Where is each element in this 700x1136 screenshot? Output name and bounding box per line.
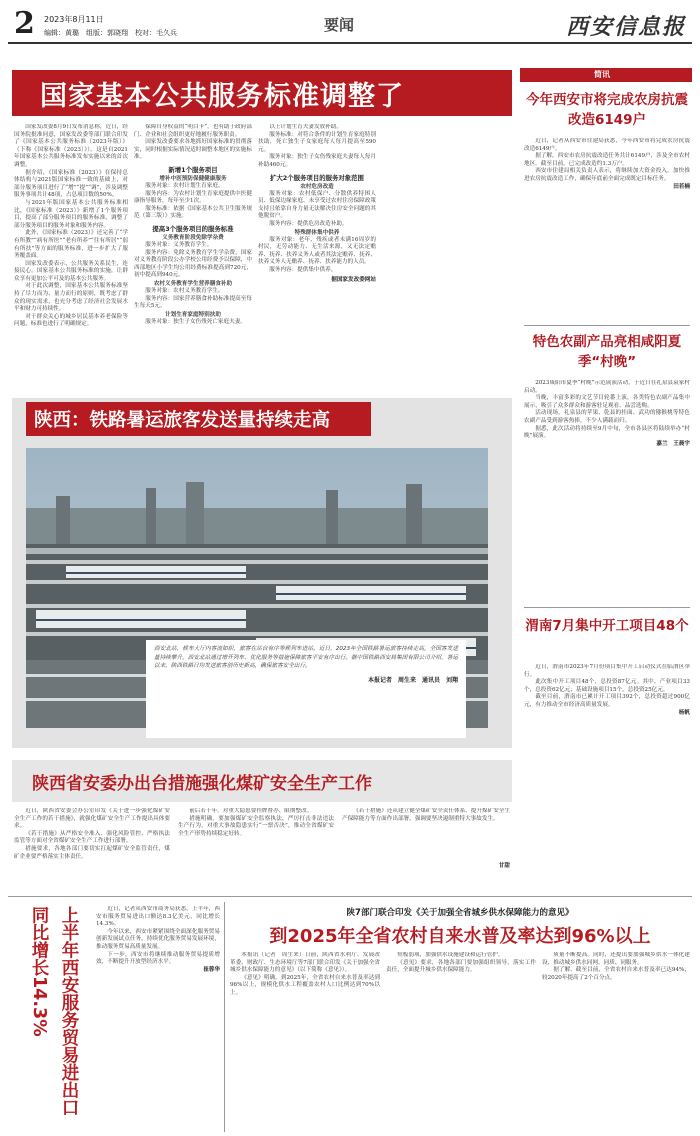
lead-minor-subhead: 计划生育家庭特别扶助	[165, 311, 221, 318]
brief-2-title: 特色农副产品亮相咸阳夏季“村晚”	[532, 334, 682, 370]
water-headline: 到2025年全省农村自来水普及率达到96%以上	[269, 926, 651, 947]
lead-minor-subhead: 义务教育阶段免除学杂费	[162, 234, 224, 241]
water-col-3: 质量不断提高。同时，还提出要加强城乡供水一体化建设，推动城乡供水同网、同质、同服务。 据了解，截至目前，全省农村自来水普及率已达94%，较2020年提高了2个百分点。	[542, 952, 690, 981]
lead-minor-subhead: 农村义务教育学生营养膳食补助	[153, 280, 233, 287]
section-name: 要闻	[324, 16, 355, 34]
photo-title: 陕西：铁路暑运旅客发送量持续走高	[34, 410, 331, 431]
water-col-2: 短板弱项，加强供水设施建设和运行管护。 《意见》要求，各地各部门要加强组织领导，落实工作责任，全面提升城乡供水保障能力。	[386, 952, 536, 974]
lead-headline: 国家基本公共服务标准调整了	[40, 80, 404, 112]
coal-headline-box	[12, 760, 512, 802]
page-number: 2	[14, 8, 35, 41]
brief-label-bar	[520, 68, 692, 82]
caption-box	[146, 640, 466, 738]
lead-col-1: 国家发改委8月9日发布消息称，近日，经国务院批准同意，国家发改委等部门联合印发了《国家基本公共服务标准（2023年版）》（下称《国家标准（2023）》）。这是自2021年国家基本公共服务标准发布实施以来的首次调整。 据介绍，《国家标准（2023）》在保持总体结构与2021版国家标准一致的基础上，对部分服务项目进行了“增”“提”“调”，涉及调整服务事项共计48项，占总项目数的50%。 与2021年版国家基本公共服务标准相比，《国家标准（2023）》新增了1个服务项目，提高了部分服务项目的服务标准，调整了部分服务项目的服务对象和服务内容。 此外，《国家标准（2023）》还完善了“学有所教”“病有所医”“老有所养”“住有所居”“弱有所扶”等方面的服务标准，进一步扩大了服务覆盖面。 国家发改委表示，公共服务关系民生，连接民心。国家基本公共服务标准的实施，让群众享有更加公平可及的基本公共服务。 对于此次调整，国家基本公共服务标准坚持了尽力而为、量力而行的原则，既考虑了群众的现实需求，也充分考虑了经济社会发展水平和财力可持续性。 对于群众关心的城乡居民基本养老保险等问题，标准也进行了明确规定。	[14, 124, 128, 328]
trade-divider	[224, 902, 225, 1132]
trade-body: 近日，记者从西安市商务局获悉，上半年，西安市服务贸易进出口额达8.3亿美元，同比增长14.3%。 今年以来，西安市紧紧围绕全面深化服务贸易创新发展试点任务，持续优化服务贸易发展环境，推动服务贸易高质量发展。 下一步，西安市将继续推动服务贸易提质增效，不断提升开放型经济水平。 崔蓉华	[96, 906, 220, 973]
coal-col-2: 前后若干年，对重大隐患要挂牌督办、限期整改。 措施明确，要加强煤矿安全监察执法，严厉打击非法违法生产行为，对重大事故隐患实行“一票否决”，推动全省煤矿安全生产形势持续稳定好转。	[178, 808, 334, 837]
lead-subhead: 扩大2个服务项目的服务对象范围	[270, 173, 364, 182]
brief-1-body: 近日，记者从西安市住建局获悉，今年西安市将完成农房抗震改造6149户。 据了解，西安市农房抗震改造任务共计6149户，涉及全市农村地区。截至目前，已完成改造约1.3万户。 西安市住建局相关负责人表示，将继续加大资金投入，加快推进农房抗震改造工作，确保年底前全面完成既定目标任务。 田若楠	[524, 138, 690, 190]
water-kicker: 陕7部门联合印发《关于加强全省城乡供水保障能力的意见》	[346, 908, 574, 918]
photo-title-banner	[26, 402, 371, 436]
brief-2-byline: 嘉兰 王晨宇	[656, 440, 690, 447]
brief-3-body: 近日，渭南市2023年7月份项目集中开工启动仪式在临渭区举行。 此次集中开工项目48个，总投资87亿元。其中，产业项目33个，总投资62亿元；基础设施项目15个，总投资25亿元。 截至目前，渭南市已累计开工项目392个，总投资超过900亿元，有力推动全市经济高质量发展。 杨帆	[524, 664, 690, 716]
photo-caption: 西安北站，候车大厅内客流如织，旅客在站台有序等候列车进站。近日，2023年全国铁路暑运旅客持续走高，全国客发送量持续攀升，西安北站通过增开列车、优化服务等措施保障旅客平安有序出行。据中国铁路西安局集团有限公司介绍，暑运以来，陕西铁路日均发送旅客创历史新高，确保旅客安全出行。	[154, 646, 458, 669]
photo-credit: 本报记者 周生来 通讯员 刘翔	[367, 676, 458, 684]
brief-2-body: 2023咸阳市夏季“村晚”示范展演活动，于近日在礼泉县袁家村启动。 当晚，丰富多彩的文艺节目轮番上演，各类特色农副产品集中展示，吸引了众多群众和游客驻足观看、品尝选购。 活动现场，礼泉县的苹果、乾县的挂面、武功的猕猴桃等特色农副产品受到游客热捧，不少人满载而归。 据悉，此次活动将持续至9月中旬，全市各县区将陆续举办“村晚”展演。 嘉兰 王晨宇	[524, 380, 690, 447]
lead-minor-subhead: 农村危房改造	[300, 183, 334, 190]
coal-headline: 陕西省安委办出台措施强化煤矿安全生产工作	[32, 773, 372, 794]
trade-byline: 崔蓉华	[203, 966, 220, 973]
lead-headline-banner	[12, 70, 512, 116]
paper-name: 西安信息报	[565, 14, 686, 40]
coal-col-3: 《若干措施》还从建立健全煤矿安全责任体系、提升煤矿安全生产保障能力等方面作出部署，强调要坚决遏制重特大事故发生。 甘甜	[342, 808, 510, 870]
lead-col-2: 保障自身权益的“明白卡”，也有助于政府部门、企业和社会组织更好地履行服务职责。 国家发改委要求各地抓好国家标准的贯彻落实，同时根据实际情况适时调整本地区的实施标准。 新增1个服务项目 增补中医预防保健健康服务 服务对象：农村计划生育家庭。 服务内容：为农村计划生育家庭提供中医健康指导服务，每年至少1次。 服务标准：依据《国家基本公共卫生服务规范（第三版）》实施。 提高3个服务项目的服务标准 义务教育阶段免除学杂费 服务对象：义务教育学生。 服务内容：免除义务教育学生学杂费，国家对义务教育阶段公办学校公用经费予以保障，中西部地区小学生均公用经费标准提高到720元，初中提高到940元。 农村义务教育学生营养膳食补助 服务对象：农村义务教育学生。 服务内容：国家营养膳食补助标准提高至每生每天5元。 计划生育家庭特别扶助 服务对象：独生子女伤残死亡家庭夫妻。	[134, 124, 252, 325]
water-col-1: 本报讯（记者 周生来）日前，陕西省水利厅、发展改革委、财政厅、生态环境厅等7部门联合印发《关于加强全省城乡供水保障能力的意见》（以下简称《意见》）。 《意见》明确，到2025年，全省农村自来水普及率达到96%以上，规模化供水工程覆盖农村人口比例达到70%以上。	[230, 952, 380, 996]
coal-col-1: 近日，陕西省安委会办公室印发《关于进一步强化煤矿安全生产工作的若干措施》，就强化煤矿安全生产工作提出具体要求。 《若干措施》从严格安全准入、强化风险管控、严格执法监管等方面对全省煤矿安全生产工作进行部署。 措施要求，各地各部门要切实扛起煤矿安全监管责任，煤矿企业要严格落实主体责任。	[14, 808, 170, 860]
brief-1-title: 今年西安市将完成农房抗震改造6149户	[526, 92, 688, 128]
masthead	[8, 8, 692, 42]
lead-subhead: 提高3个服务项目的服务标准	[152, 224, 234, 233]
brief-divider	[524, 607, 690, 608]
brief-1-byline: 田若楠	[673, 183, 690, 190]
brief-3-byline: 杨帆	[678, 709, 690, 716]
lead-col-3: 以上计划生育夫妻发放补助。 服务标准：对符合条件的计划生育家庭特别扶助，死亡独生子女家庭每人每月提高至590元。 服务对象：独生子女伤残家庭夫妻每人每月补助460元。 扩大2个服务项目的服务对象范围 农村危房改造 服务对象：农村低保户、分散供养特困人员、低保边缘家庭、未享受过农村住房保障政策支持且依靠自身力量无法解决住房安全问题的其他脱贫户。 服务内容：提供危房改造补助。 特殊群体集中供养 服务对象：老年、残疾或者未满16周岁的村民，无劳动能力、无生活来源，又无法定赡养、抚养、扶养义务人或者其法定赡养、抚养、扶养义务人无赡养、抚养、扶养能力的人员。 服务内容：提供集中供养。 据国家发改委网站	[258, 124, 376, 283]
brief-label: 简讯	[594, 70, 610, 79]
coal-byline: 甘甜	[498, 863, 510, 870]
header-rule	[8, 42, 692, 44]
lead-minor-subhead: 特殊群体集中供养	[294, 229, 340, 236]
issue-date: 2023年8月11日	[44, 15, 104, 24]
brief-divider	[524, 325, 690, 326]
section-rule	[8, 896, 692, 897]
lead-minor-subhead: 增补中医预防保健健康服务	[159, 175, 227, 182]
lead-byline: 据国家发改委网站	[331, 276, 376, 283]
trade-headline	[24, 906, 94, 1128]
brief-3-title: 渭南7月集中开工项目48个	[525, 618, 689, 634]
staff-line: 编辑：黄璐 组版：郭晓翔 校对：毛久兵	[44, 29, 177, 37]
trade-headline-text: 上半年西安服务贸易进出口同比增长14.3%	[29, 906, 79, 1116]
lead-subhead: 新增1个服务项目	[168, 165, 218, 174]
